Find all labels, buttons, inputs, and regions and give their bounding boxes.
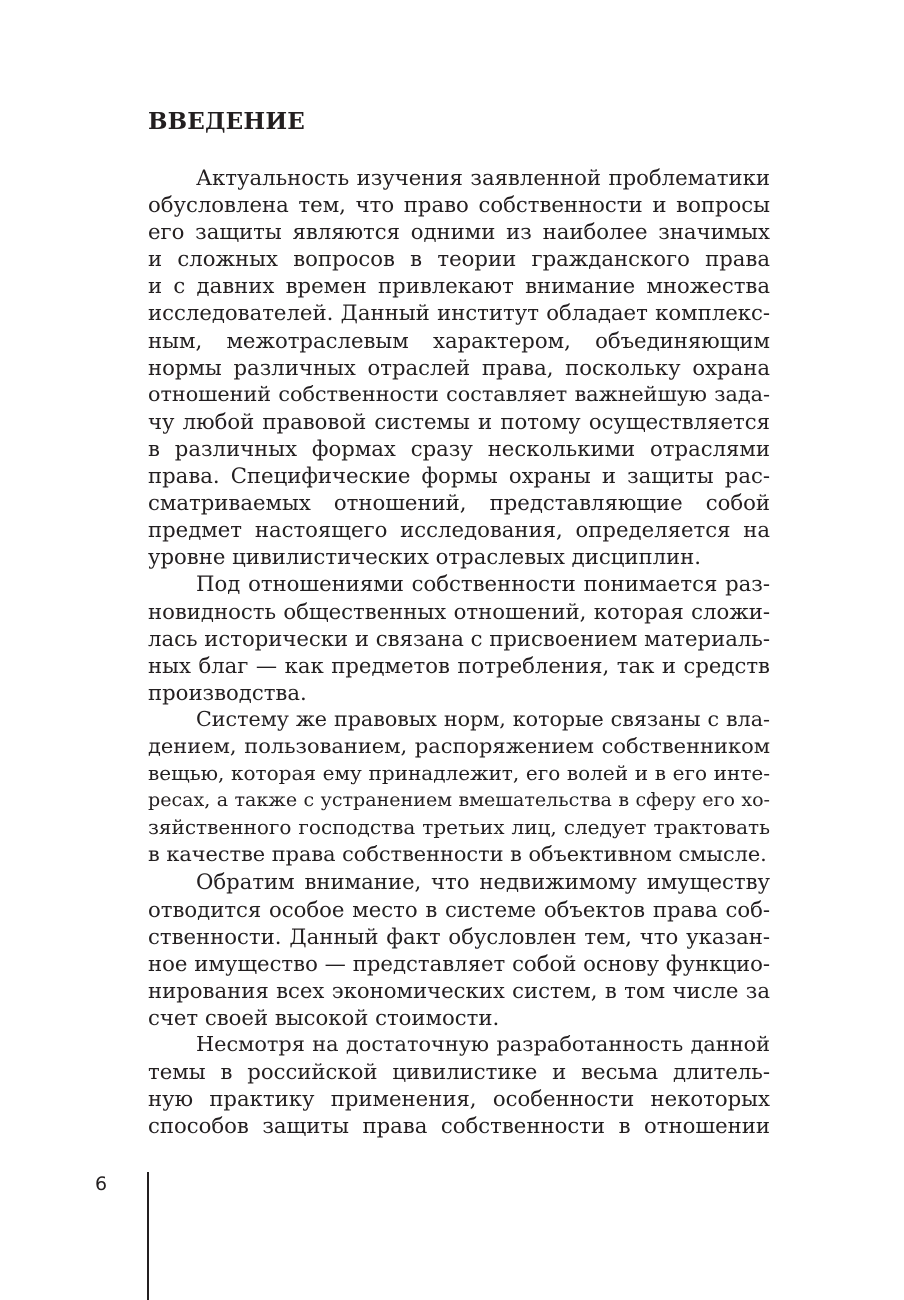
- text-line: чу любой правовой системы и потому осуществляется: [148, 408, 770, 434]
- page-number: 6: [95, 1173, 108, 1195]
- text-line: счет своей высокой стоимости.: [148, 1004, 500, 1030]
- text-line: в качестве права собственности в объективном смысле.: [148, 842, 767, 867]
- text-line: ную практику применения, особенности некоторых: [148, 1086, 770, 1112]
- text-line: ресах, а также с устранением вмешательства в сферу его хо-: [148, 789, 770, 812]
- text-line: исследователей. Данный институт обладает комплекс-: [148, 300, 770, 326]
- text-line: Несмотря на достаточную разработанность данной: [196, 1032, 770, 1056]
- text-line: темы в российской цивилистике и весьма длитель-: [148, 1059, 770, 1085]
- text-line: предмет настоящего исследования, определяется на: [148, 517, 770, 543]
- text-line: отношений собственности составляет важнейшую зада-: [148, 381, 770, 406]
- text-line: ным, межотраслевым характером, объединяющим: [148, 327, 770, 353]
- text-line: его защиты являются одними из наиболее значимых: [148, 219, 770, 245]
- text-line: нормы различных отраслей права, поскольку охрана: [148, 354, 770, 380]
- text-line: зяйственного господства третьих лиц, следует трактовать: [148, 815, 770, 840]
- margin-rule: [147, 1172, 149, 1300]
- text-line: уровне цивилистических отраслевых дисциплин.: [148, 544, 702, 570]
- text-line: Обратим внимание, что недвижимому имуществу: [196, 869, 770, 895]
- text-line: и сложных вопросов в теории гражданского права: [148, 246, 770, 272]
- text-line: Актуальность изучения заявленной проблематики: [196, 165, 770, 190]
- text-line: Под отношениями собственности понимается раз-: [196, 571, 770, 597]
- text-line: дением, пользованием, распоряжением собственником: [148, 733, 770, 758]
- text-line: сматриваемых отношений, представляющие собой: [148, 490, 770, 516]
- text-line: ственности. Данный факт обусловлен тем, что указан-: [148, 923, 770, 949]
- text-line: права. Специфические формы охраны и защиты рас-: [148, 463, 770, 489]
- text-line: новидность общественных отношений, которая сложи-: [148, 598, 770, 624]
- text-line: отводится особое место в системе объектов права соб-: [148, 896, 770, 922]
- page-title: ВВЕДЕНИЕ: [148, 108, 305, 135]
- text-line: в различных формах сразу несколькими отраслями: [148, 435, 770, 461]
- text-line: Систему же правовых норм, которые связаны с вла-: [196, 706, 770, 731]
- text-line: способов защиты права собственности в отношении: [148, 1113, 770, 1139]
- text-line: лась исторически и связана с присвоением материаль-: [148, 625, 770, 651]
- text-line: обусловлена тем, что право собственности и вопросы: [148, 192, 770, 218]
- text-line: ное имущество — представляет собой основу функцио-: [148, 950, 770, 976]
- text-line: вещью, которая ему принадлежит, его волей и в его инте-: [148, 761, 770, 786]
- text-line: производства.: [148, 679, 307, 705]
- text-line: и с давних времен привлекают внимание множества: [148, 273, 770, 299]
- text-line: нирования всех экономических систем, в том числе за: [148, 977, 770, 1003]
- text-line: ных благ — как предметов потребления, так и средств: [148, 652, 770, 678]
- body-text: [148, 164, 770, 1139]
